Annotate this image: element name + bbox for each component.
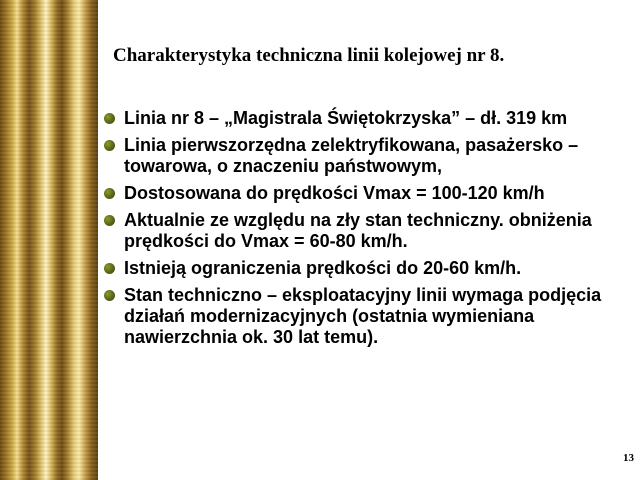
- bullet-item: [104, 210, 634, 252]
- bullet-dot-icon: [104, 215, 115, 226]
- bullet-list: [104, 108, 634, 354]
- bullet-text: Aktualnie ze względu na zły stan techniczny. obniżenia prędkości do Vmax = 60-80 km/h.: [124, 210, 592, 251]
- bullet-item: [104, 135, 634, 177]
- decorative-gold-bar: [0, 0, 98, 480]
- bullet-dot-icon: [104, 290, 115, 301]
- bullet-dot-icon: [104, 113, 115, 124]
- bullet-dot-icon: [104, 263, 115, 274]
- bullet-text: Linia pierwszorzędna zelektryfikowana, pasażersko – towarowa, o znaczeniu państwowym,: [124, 135, 579, 176]
- bullet-text: Linia nr 8 – „Magistrala Świętokrzyska” – dł. 319 km: [124, 108, 568, 128]
- bullet-item: [104, 285, 634, 348]
- bullet-item: [104, 108, 634, 129]
- bullet-item: [104, 258, 634, 279]
- bullet-item: [104, 183, 634, 204]
- bullet-text: Stan techniczno – eksploatacyjny linii wymaga podjęcia działań modernizacyjnych (ostatnia wymieniana nawierzchnia ok. 30 lat temu).: [124, 285, 602, 347]
- bullet-text: Dostosowana do prędkości Vmax = 100-120 km/h: [124, 183, 545, 203]
- bullet-text: Istnieją ograniczenia prędkości do 20-60 km/h.: [124, 258, 522, 278]
- bullet-dot-icon: [104, 140, 115, 151]
- slide-title: Charakterystyka techniczna linii kolejowej nr 8.: [113, 45, 505, 66]
- page-number: 13: [623, 452, 634, 464]
- bullet-dot-icon: [104, 188, 115, 199]
